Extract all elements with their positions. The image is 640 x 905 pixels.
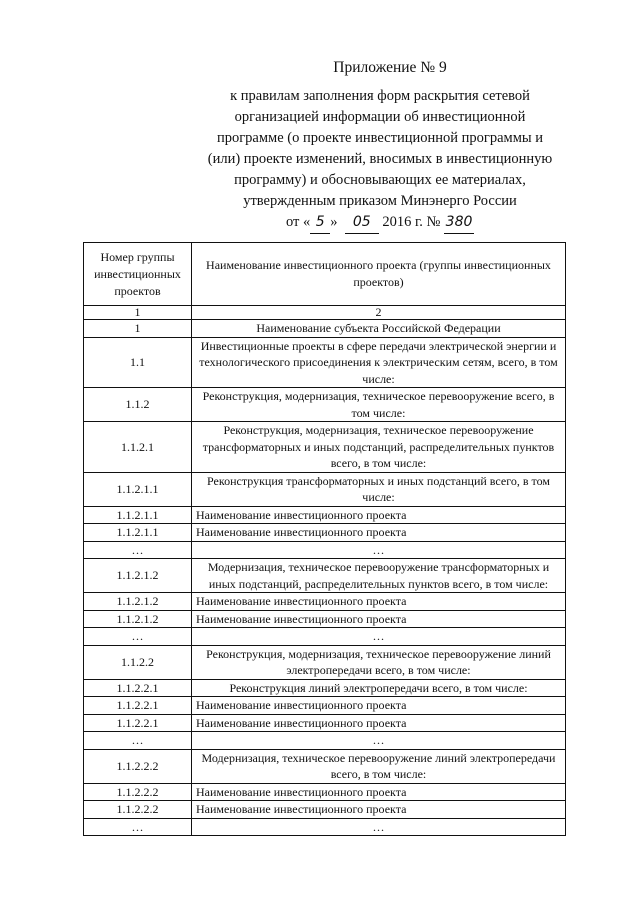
project-name-cell: Реконструкция, модернизация, техническое перевооружение трансформаторных и иных подстанций, распределительных пунктов всего, в том числе:	[192, 422, 566, 473]
group-number-cell: …	[84, 732, 192, 750]
investment-projects-table	[83, 242, 566, 836]
project-name-cell: Реконструкция линий электропередачи всего, в том числе:	[192, 679, 566, 697]
header-line: утвержденным приказом Минэнерго России	[243, 193, 517, 209]
group-number-cell: …	[84, 541, 192, 559]
project-name-cell: Наименование инвестиционного проекта	[192, 610, 566, 628]
table-row	[84, 783, 566, 801]
table-header-row	[84, 243, 566, 306]
project-name-cell: Наименование инвестиционного проекта	[192, 524, 566, 542]
group-number-cell: 1.1.2.2.1	[84, 679, 192, 697]
project-name-cell: Модернизация, техническое перевооружение трансформаторных и иных подстанций, распределительных пунктов всего, в том числе:	[192, 559, 566, 593]
project-name-cell: …	[192, 628, 566, 646]
project-name-cell: Наименование инвестиционного проекта	[192, 714, 566, 732]
column-header-project-name: Наименование инвестиционного проекта (группы инвестиционных проектов)	[192, 243, 566, 306]
project-name-cell: Инвестиционные проекты в сфере передачи электрической энергии и технологического присоединения к электрическим сетям, всего, в том числе:	[192, 337, 566, 388]
project-name-cell: Наименование инвестиционного проекта	[192, 783, 566, 801]
project-name-cell: Реконструкция, модернизация, техническое перевооружение линий электропередачи всего, в том числе:	[192, 645, 566, 679]
table-row	[84, 559, 566, 593]
group-number-cell: 1.1.2.1.2	[84, 593, 192, 611]
table-row	[84, 628, 566, 646]
header-line: программе (о проекте инвестиционной программы и	[216, 130, 544, 146]
project-name-cell: Наименование инвестиционного проекта	[192, 506, 566, 524]
table-row	[84, 697, 566, 715]
table-row	[84, 593, 566, 611]
table-row	[84, 422, 566, 473]
table-row	[84, 388, 566, 422]
project-name-cell: …	[192, 818, 566, 836]
project-name-cell: …	[192, 541, 566, 559]
group-number-cell: 1.1.2.2.2	[84, 749, 192, 783]
column-number-1: 1	[84, 306, 192, 320]
table-row	[84, 714, 566, 732]
group-number-cell: 1.1.2.1.2	[84, 610, 192, 628]
project-name-cell: Модернизация, техническое перевооружение линий электропередачи всего, в том числе:	[192, 749, 566, 783]
project-name-cell: Наименование инвестиционного проекта	[192, 801, 566, 819]
group-number-cell: 1.1.2.1	[84, 422, 192, 473]
date-mid: »	[330, 214, 338, 230]
group-number-cell: 1.1.2.1.2	[84, 559, 192, 593]
group-number-cell: …	[84, 628, 192, 646]
project-name-cell: Наименование инвестиционного проекта	[192, 697, 566, 715]
order-date-line	[170, 212, 590, 234]
table-row	[84, 541, 566, 559]
column-header-group-number: Номер группы инвестиционных проектов	[84, 243, 192, 306]
group-number-cell: 1.1.2.2.1	[84, 697, 192, 715]
table-row	[84, 749, 566, 783]
group-number-cell: 1.1	[84, 337, 192, 388]
table-row	[84, 472, 566, 506]
group-number-cell: 1.1.2.1.1	[84, 472, 192, 506]
table-row	[84, 645, 566, 679]
column-number-2: 2	[192, 306, 566, 320]
header-line: программу) и обосновывающих ее материалах,	[234, 172, 526, 188]
table-row	[84, 801, 566, 819]
project-name-cell: Реконструкция трансформаторных и иных подстанций всего, в том числе:	[192, 472, 566, 506]
project-name-cell: …	[192, 732, 566, 750]
group-number-cell: 1	[84, 320, 192, 338]
appendix-title: Приложение № 9	[333, 59, 447, 76]
group-number-cell: …	[84, 818, 192, 836]
header-line: организацией информации об инвестиционной	[234, 109, 526, 125]
table-row	[84, 818, 566, 836]
project-name-cell: Наименование инвестиционного проекта	[192, 593, 566, 611]
table-row	[84, 320, 566, 338]
project-name-cell: Реконструкция, модернизация, техническое перевооружение всего, в том числе:	[192, 388, 566, 422]
group-number-cell: 1.1.2	[84, 388, 192, 422]
table-row	[84, 524, 566, 542]
handwritten-order-number: 380	[444, 212, 474, 234]
group-number-cell: 1.1.2.2.2	[84, 801, 192, 819]
table-row	[84, 679, 566, 697]
table-row	[84, 610, 566, 628]
group-number-cell: 1.1.2.2.1	[84, 714, 192, 732]
group-number-cell: 1.1.2.1.1	[84, 524, 192, 542]
handwritten-month: 05	[345, 212, 379, 234]
table-row	[84, 337, 566, 388]
project-name-cell: Наименование субъекта Российской Федерации	[192, 320, 566, 338]
group-number-cell: 1.1.2.2.2	[84, 783, 192, 801]
header-line: к правилам заполнения форм раскрытия сетевой	[230, 88, 530, 104]
document-header	[170, 58, 590, 234]
header-line: (или) проекте изменений, вносимых в инвестиционную	[207, 151, 553, 167]
group-number-cell: 1.1.2.2	[84, 645, 192, 679]
group-number-cell: 1.1.2.1.1	[84, 506, 192, 524]
table-row	[84, 732, 566, 750]
date-prefix: от «	[285, 214, 311, 230]
date-year: 2016 г. №	[378, 214, 445, 230]
column-number-row	[84, 306, 566, 320]
handwritten-day: 5	[310, 212, 330, 234]
table-row	[84, 506, 566, 524]
